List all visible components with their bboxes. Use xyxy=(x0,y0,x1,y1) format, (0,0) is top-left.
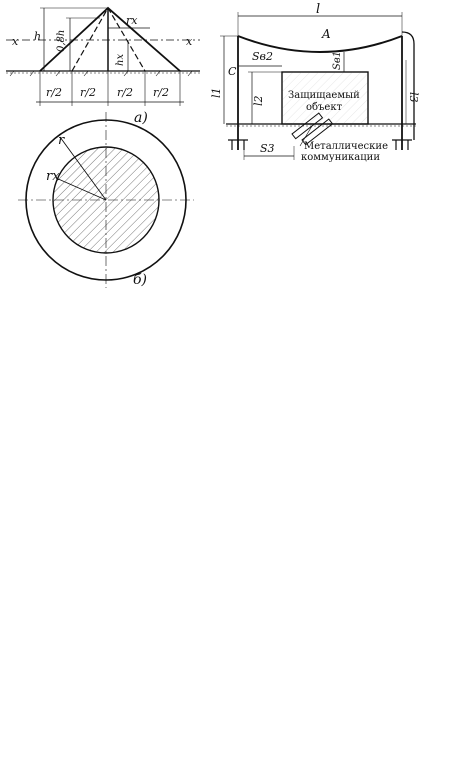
caption-b: б) xyxy=(133,272,148,288)
08h-label: 0,8h xyxy=(56,29,67,52)
rx-label: rx xyxy=(126,14,138,27)
s3-label: S3 xyxy=(260,142,275,155)
r2-label-4: r/2 xyxy=(153,86,169,99)
r2-label-3: r/2 xyxy=(117,86,133,99)
C-label: C xyxy=(228,65,237,78)
comm-label-2: коммуникации xyxy=(301,152,381,163)
h-label: h xyxy=(34,30,42,43)
l2-label: l2 xyxy=(252,95,265,106)
r-label: r xyxy=(58,133,65,148)
figure-a-cone-section xyxy=(6,8,200,126)
sv2-label: Sв2 xyxy=(252,50,273,63)
caption-a: а) xyxy=(134,110,148,126)
sv1-label: Sв1 xyxy=(332,50,343,70)
object-label-2: объект xyxy=(306,102,343,113)
figure-c-catenary-scheme xyxy=(210,2,420,163)
rx-plan-label: rx xyxy=(46,169,60,184)
object-label-1: Защищаемый xyxy=(288,90,360,101)
x-label-right: x xyxy=(186,35,193,48)
comm-label-1: Металлические xyxy=(304,141,388,152)
A-label: A xyxy=(322,27,331,41)
l1-label: l1 xyxy=(210,87,223,98)
l-label: l xyxy=(316,2,321,17)
figure-b-plan-view xyxy=(18,112,194,288)
x-label-left: x xyxy=(12,35,19,48)
r2-label-1: r/2 xyxy=(46,86,62,99)
l3-label: l3 xyxy=(407,92,420,103)
r2-label-2: r/2 xyxy=(80,86,96,99)
hx-label: hx xyxy=(115,53,126,66)
